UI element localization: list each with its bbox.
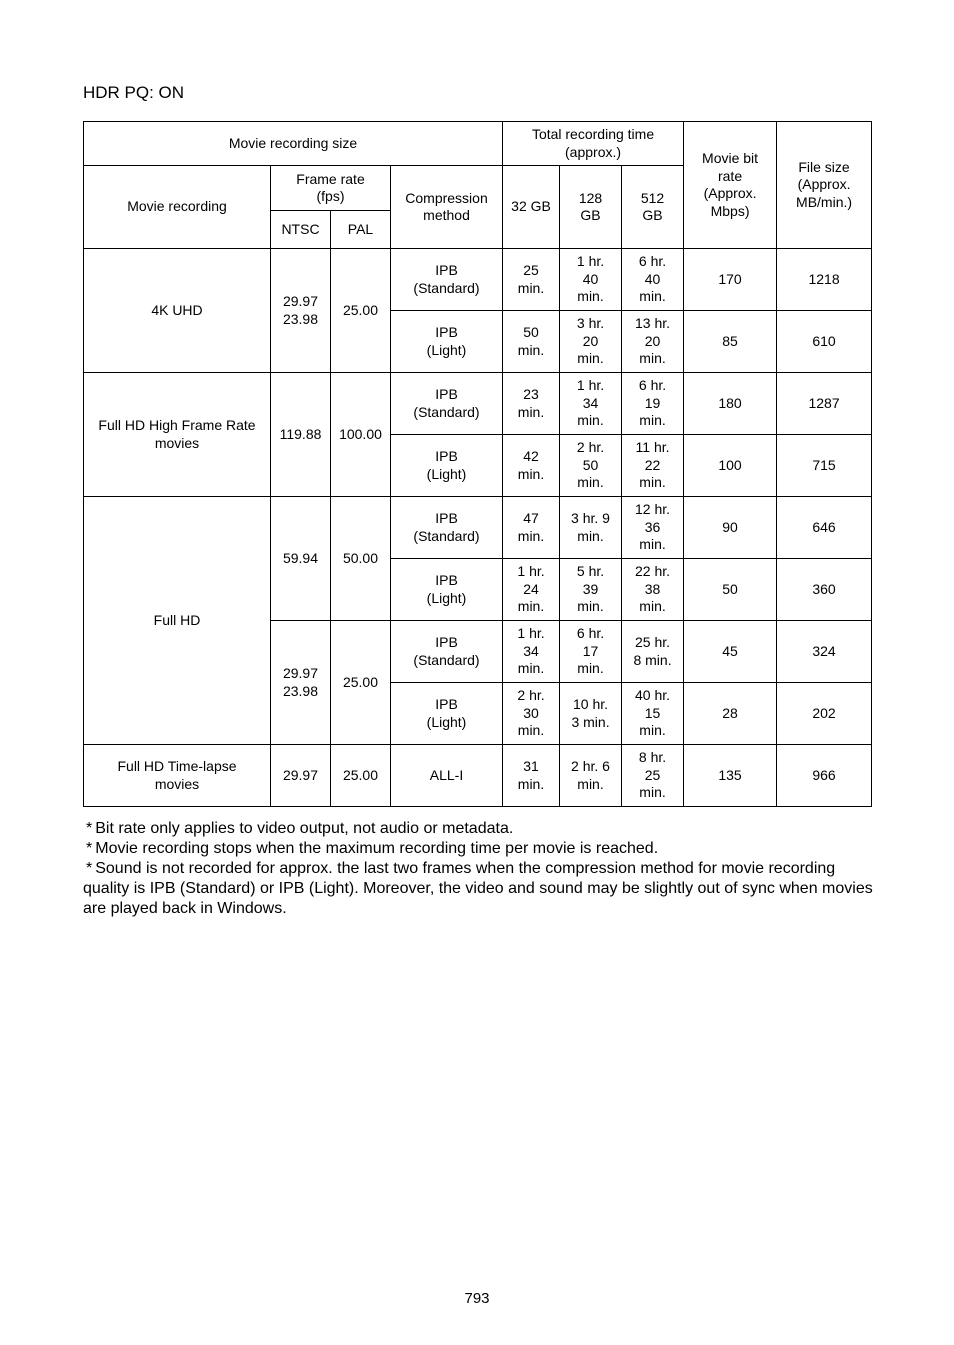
cell-time-512gb: 40 hr. 15 min. [622, 683, 684, 745]
cell-pal: 50.00 [331, 497, 391, 621]
cell-time-512gb: 25 hr. 8 min. [622, 621, 684, 683]
footnote-mark: * [86, 860, 93, 877]
cell-time-128gb: 6 hr. 17 min. [560, 621, 622, 683]
cell-bit-rate: 90 [684, 497, 777, 559]
cell-ntsc: 29.97 [271, 745, 331, 807]
cell-compression: IPB (Standard) [391, 373, 503, 435]
header-512gb: 512 GB [622, 166, 684, 249]
header-movie-bit-rate: Movie bit rate (Approx. Mbps) [684, 122, 777, 249]
footnote [83, 859, 873, 919]
cell-ntsc: 59.94 [271, 497, 331, 621]
cell-pal: 25.00 [331, 621, 391, 745]
cell-file-size: 610 [777, 311, 872, 373]
header-128gb: 128 GB [560, 166, 622, 249]
cell-bit-rate: 45 [684, 621, 777, 683]
section-heading: HDR PQ: ON [83, 83, 185, 102]
header-total-recording-time: Total recording time (approx.) [503, 122, 684, 166]
cell-time-128gb: 3 hr. 20 min. [560, 311, 622, 373]
cell-time-512gb: 6 hr. 19 min. [622, 373, 684, 435]
cell-file-size: 360 [777, 559, 872, 621]
cell-recording: Full HD [84, 497, 271, 745]
header-32gb: 32 GB [503, 166, 560, 249]
cell-compression: ALL-I [391, 745, 503, 807]
cell-file-size: 202 [777, 683, 872, 745]
header-ntsc: NTSC [271, 211, 331, 249]
footnote [83, 819, 873, 839]
header-pal: PAL [331, 211, 391, 249]
cell-compression: IPB (Light) [391, 559, 503, 621]
cell-file-size: 966 [777, 745, 872, 807]
cell-bit-rate: 85 [684, 311, 777, 373]
cell-pal: 25.00 [331, 745, 391, 807]
cell-time-32gb: 23 min. [503, 373, 560, 435]
cell-compression: IPB (Standard) [391, 249, 503, 311]
cell-file-size: 324 [777, 621, 872, 683]
recording-spec-table [83, 121, 872, 807]
cell-time-512gb: 8 hr. 25 min. [622, 745, 684, 807]
cell-compression: IPB (Standard) [391, 497, 503, 559]
cell-compression: IPB (Standard) [391, 621, 503, 683]
cell-time-32gb: 25 min. [503, 249, 560, 311]
cell-bit-rate: 170 [684, 249, 777, 311]
table-row [84, 745, 872, 807]
cell-time-128gb: 3 hr. 9 min. [560, 497, 622, 559]
cell-file-size: 1287 [777, 373, 872, 435]
cell-time-128gb: 2 hr. 6 min. [560, 745, 622, 807]
cell-ntsc: 29.97 23.98 [271, 249, 331, 373]
cell-ntsc: 29.97 23.98 [271, 621, 331, 745]
footnote-text: Sound is not recorded for approx. the last two frames when the compression method for movie recording quality is IPB (Standard) or IPB (Light). Moreover, the video and sound may be slightly out of sync when movies are played back in Windows. [83, 860, 873, 917]
cell-time-128gb: 1 hr. 34 min. [560, 373, 622, 435]
table-row [84, 249, 872, 311]
cell-time-32gb: 1 hr. 24 min. [503, 559, 560, 621]
footnote-mark: * [86, 840, 93, 857]
header-file-size: File size (Approx. MB/min.) [777, 122, 872, 249]
table-row [84, 373, 872, 435]
cell-time-32gb: 47 min. [503, 497, 560, 559]
cell-time-128gb: 10 hr. 3 min. [560, 683, 622, 745]
cell-time-128gb: 1 hr. 40 min. [560, 249, 622, 311]
footnote [83, 839, 873, 859]
footnote-mark: * [86, 820, 93, 837]
cell-compression: IPB (Light) [391, 435, 503, 497]
footnotes [83, 819, 873, 919]
page-number: 793 [464, 1290, 490, 1307]
cell-ntsc: 119.88 [271, 373, 331, 497]
header-frame-rate: Frame rate (fps) [271, 166, 391, 211]
table-row [84, 497, 872, 559]
cell-time-512gb: 11 hr. 22 min. [622, 435, 684, 497]
cell-time-32gb: 31 min. [503, 745, 560, 807]
cell-time-512gb: 13 hr. 20 min. [622, 311, 684, 373]
footnote-text: Bit rate only applies to video output, not audio or metadata. [95, 820, 514, 837]
footnote-text: Movie recording stops when the maximum recording time per movie is reached. [95, 840, 659, 857]
cell-file-size: 715 [777, 435, 872, 497]
cell-bit-rate: 28 [684, 683, 777, 745]
header-movie-recording: Movie recording [84, 166, 271, 249]
cell-bit-rate: 50 [684, 559, 777, 621]
cell-bit-rate: 100 [684, 435, 777, 497]
cell-time-512gb: 6 hr. 40 min. [622, 249, 684, 311]
cell-recording: Full HD High Frame Rate movies [84, 373, 271, 497]
cell-file-size: 646 [777, 497, 872, 559]
cell-time-128gb: 2 hr. 50 min. [560, 435, 622, 497]
cell-time-128gb: 5 hr. 39 min. [560, 559, 622, 621]
cell-pal: 25.00 [331, 249, 391, 373]
header-compression-method: Compression method [391, 166, 503, 249]
cell-recording: 4K UHD [84, 249, 271, 373]
cell-time-32gb: 42 min. [503, 435, 560, 497]
cell-recording: Full HD Time-lapse movies [84, 745, 271, 807]
cell-time-512gb: 12 hr. 36 min. [622, 497, 684, 559]
cell-bit-rate: 180 [684, 373, 777, 435]
cell-time-512gb: 22 hr. 38 min. [622, 559, 684, 621]
cell-time-32gb: 1 hr. 34 min. [503, 621, 560, 683]
cell-time-32gb: 2 hr. 30 min. [503, 683, 560, 745]
header-movie-recording-size: Movie recording size [84, 122, 503, 166]
cell-pal: 100.00 [331, 373, 391, 497]
cell-compression: IPB (Light) [391, 311, 503, 373]
cell-compression: IPB (Light) [391, 683, 503, 745]
cell-time-32gb: 50 min. [503, 311, 560, 373]
cell-file-size: 1218 [777, 249, 872, 311]
cell-bit-rate: 135 [684, 745, 777, 807]
